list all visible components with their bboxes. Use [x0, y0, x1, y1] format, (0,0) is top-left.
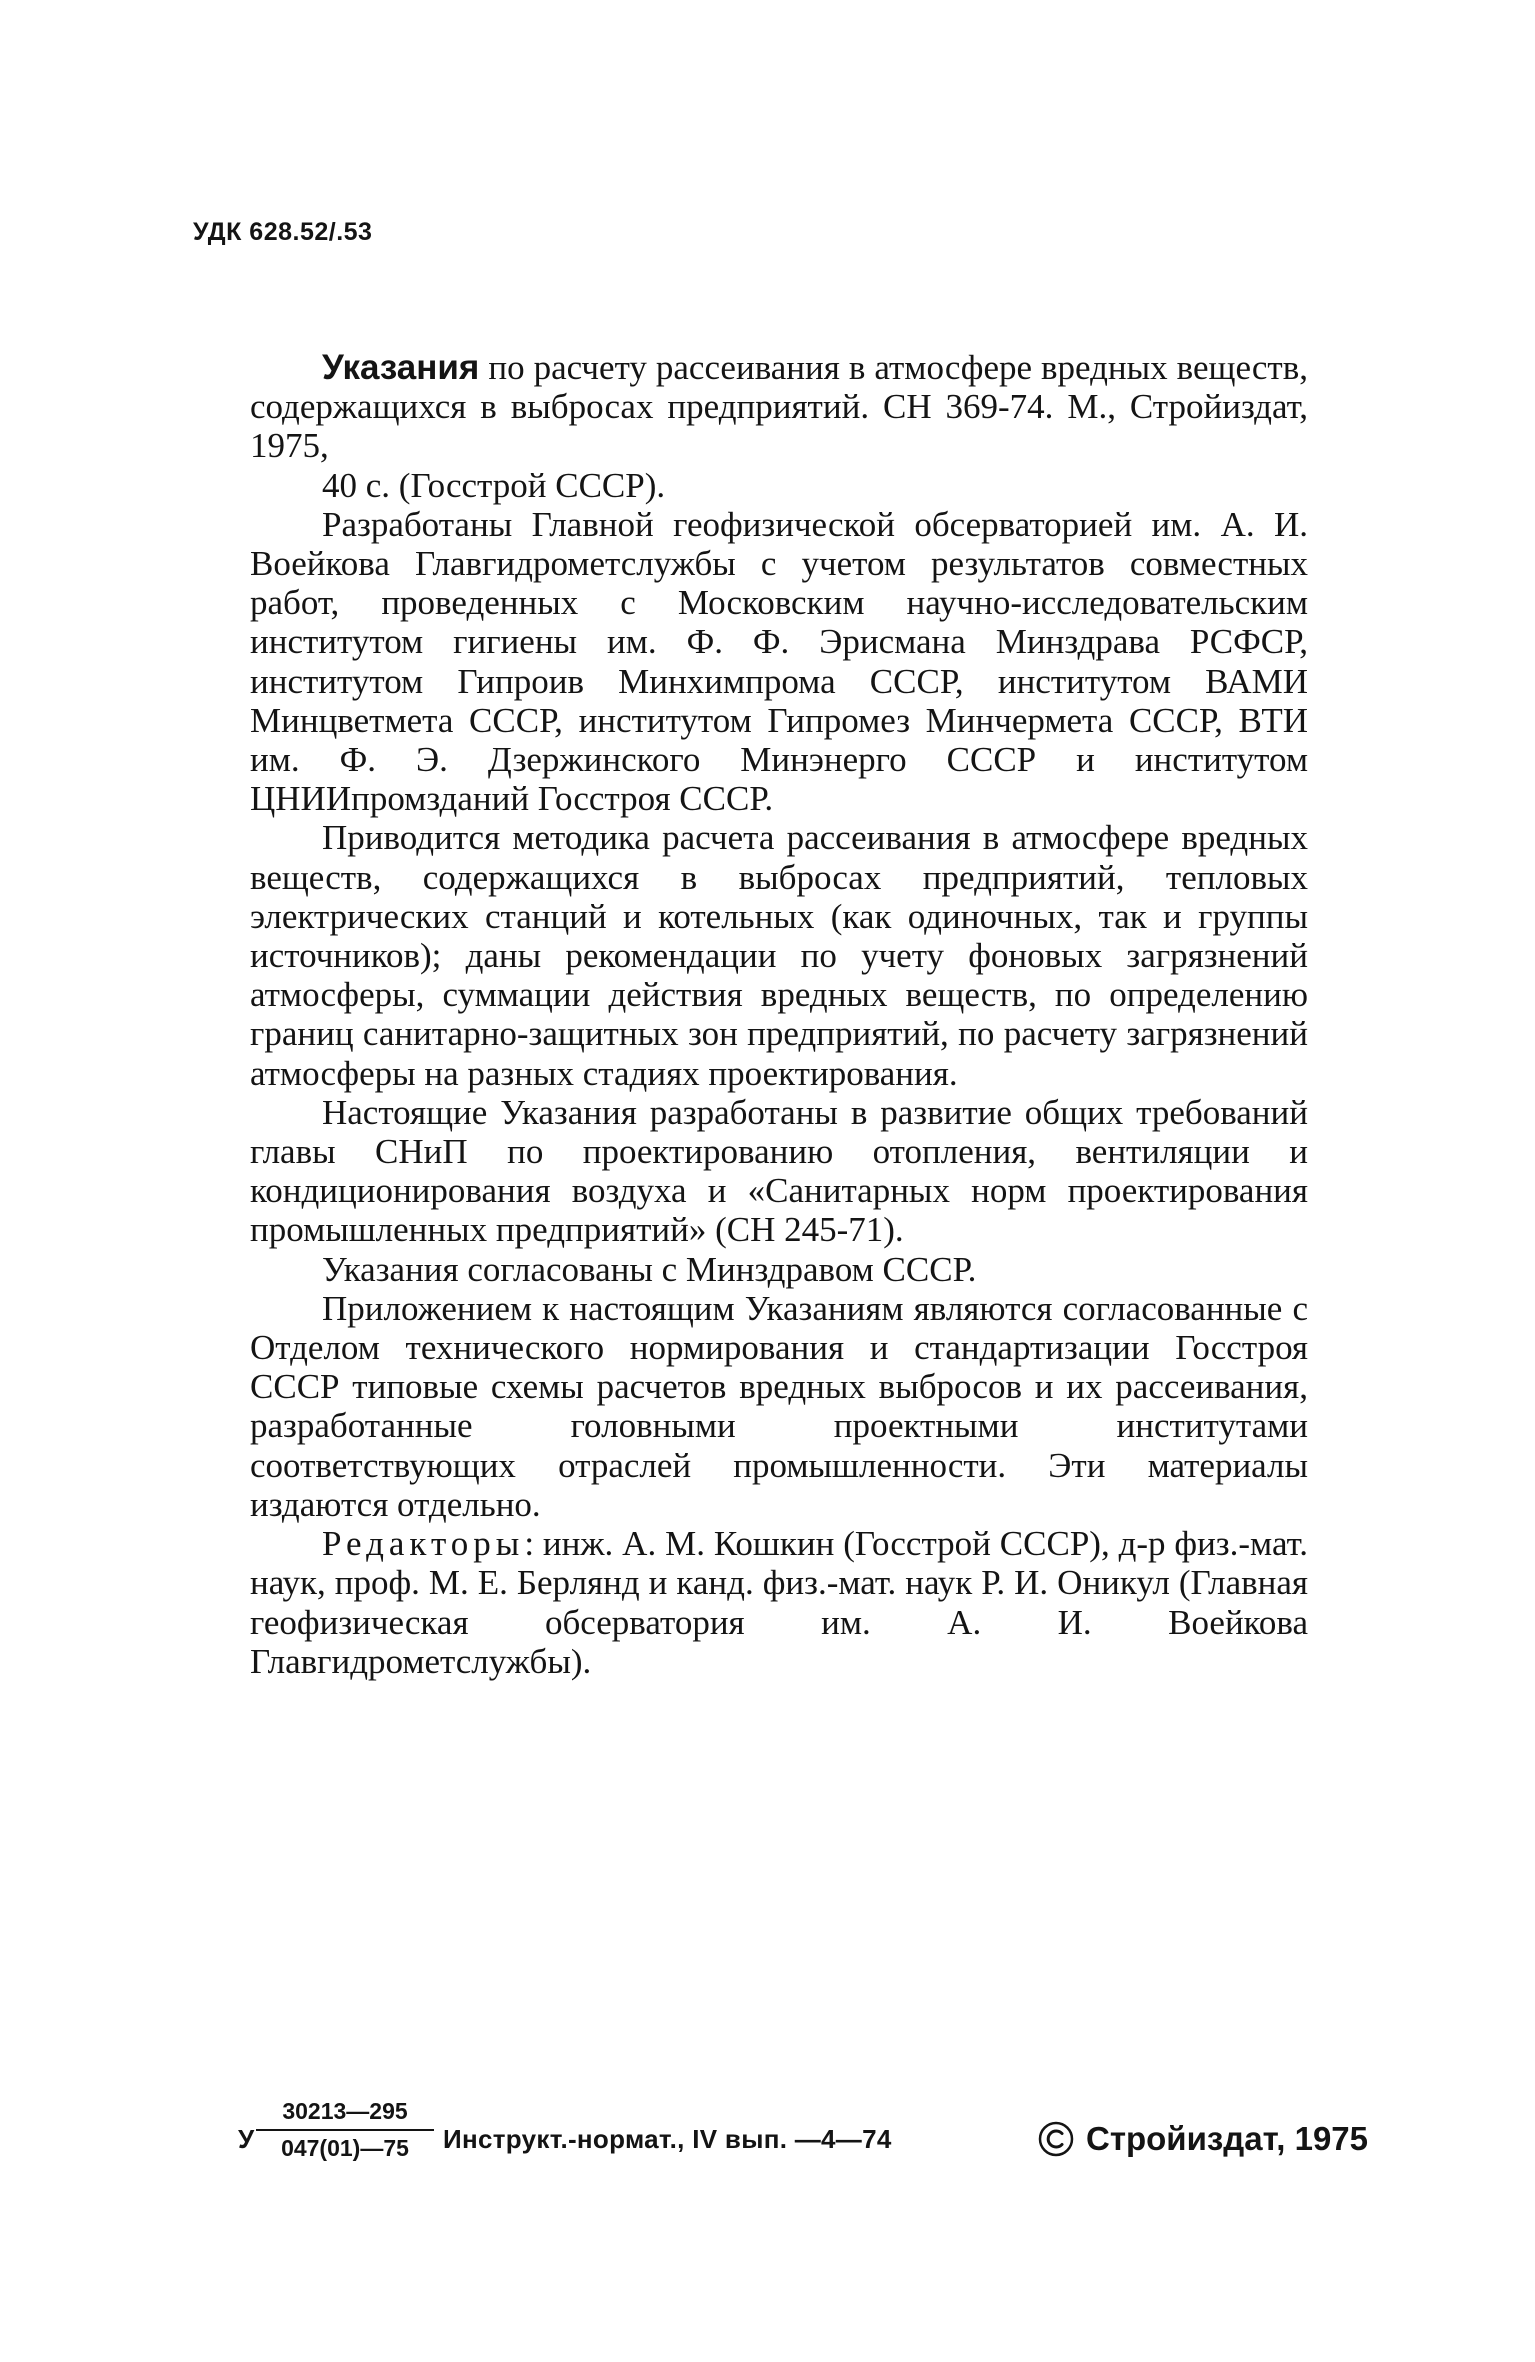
fraction-numerator: 30213—295	[256, 2098, 434, 2131]
abstract-editors	[250, 1524, 1308, 1681]
publication-index-fraction	[256, 2098, 434, 2162]
udc-code: УДК 628.52/.53	[193, 218, 373, 246]
fraction-denominator: 047(01)—75	[281, 2135, 409, 2161]
abstract-agreement: Указания согласованы с Минздравом СССР.	[322, 1249, 977, 1289]
abstract-developers: Разработаны Главной геофизической обсерваторией им. А. И. Воейкова Главгидрометслужбы с учетом результатов совместных работ, проведенных с Московским научно-исследовательским институтом гигиены им. Ф. Ф. Эрисмана Минздрава РСФСР, институтом Гипроив Минхимпрома СССР, институтом ВАМИ Минцветмета СССР, институтом Гипромез Минчермета СССР, ВТИ им. Ф. Э. Дзержинского Минэнерго СССР и институтом ЦНИИпромзданий Госстроя СССР.	[250, 504, 1308, 819]
abstract-method: Приводится методика расчета рассеивания в атмосфере вредных веществ, содержащихся в выбросах предприятий, тепловых электрических станций и котельных (как одиночных, так и группы источников); даны рекомендации по учету фоновых загрязнений атмосферы, суммации действия вредных веществ, по определению границ санитарно-защитных зон предприятий, по расчету загрязнений атмосферы на разных стадиях проектирования.	[250, 818, 1308, 1093]
imprint-footer	[238, 2098, 1368, 2178]
abstract-citation	[250, 348, 1308, 505]
editors-label: Редакторы	[322, 1524, 525, 1564]
abstract-lead-title: Указания	[322, 348, 480, 387]
abstract-appendix: Приложением к настоящим Указаниям являются согласованные с Отделом технического нормирования и стандартизации Госстроя СССР типовые схемы расчетов вредных выбросов и их рассеивания, разработанные головными проектными институтами соответствующих отраслей промышленности. Эти материалы издаются отдельно.	[250, 1288, 1308, 1524]
abstract-citation-text: по расчету рассеивания в атмосфере вредных веществ, содержащихся в выбросах предприятий. СН 369-74. М., Стройиздат, 1975,	[250, 348, 1308, 466]
series-info: Инструкт.-нормат., IV вып. —4—74	[443, 2124, 892, 2154]
bibliographic-abstract	[250, 348, 1308, 1681]
index-letter: У	[238, 2124, 255, 2154]
abstract-development-basis: Настоящие Указания разработаны в развитие общих требований главы СНиП по проектированию отопления, вентиляции и кондиционирования воздуха и «Санитарных норм проектирования промышленных предприятий» (СН 245-71).	[250, 1092, 1308, 1250]
abstract-pages: 40 с. (Госстрой СССР).	[322, 465, 666, 505]
editors-text: : инж. А. М. Кошкин (Госстрой СССР), д-р физ.-мат. наук, проф. М. Е. Берлянд и канд. физ.-мат. наук Р. И. Оникул (Главная геофизическая обсерватория им. А. И. Воейкова Главгидрометслужбы).	[250, 1524, 1308, 1681]
copyright-notice	[1038, 2120, 1368, 2158]
copyright-text: Стройиздат, 1975	[1085, 2120, 1368, 2157]
copyright-icon	[1038, 2121, 1074, 2157]
